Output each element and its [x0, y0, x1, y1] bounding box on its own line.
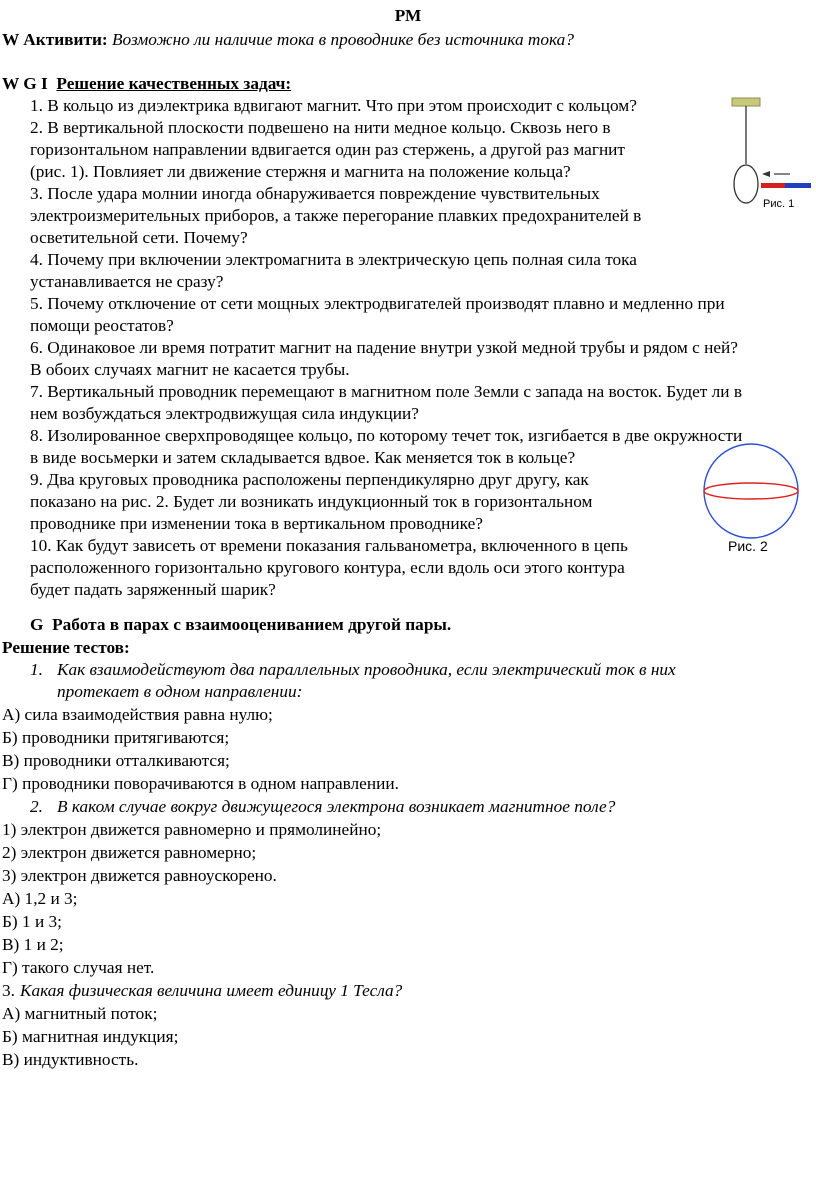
task-line: горизонтальном направлении вдвигается один раз стержень, а другой раз магнит — [30, 140, 625, 159]
task-line: показано на рис. 2. Будет ли возникать индукционный ток в горизонтальном — [30, 492, 593, 511]
task-line: электроизмерительных приборов, а также перегорание плавких предохранителей в — [30, 206, 642, 225]
answer-option: В) проводники отталкиваются; — [2, 751, 230, 770]
statement: 3) электрон движется равноускорено. — [2, 866, 277, 885]
question-3-text: Какая физическая величина имеет единицу 1 Тесла? — [20, 981, 403, 1000]
magnet-north — [761, 183, 785, 188]
page-title: РМ — [394, 6, 422, 25]
answer-option: Г) такого случая нет. — [2, 958, 155, 977]
question-3-number: 3. — [2, 981, 15, 1000]
vertical-conductor — [704, 444, 798, 538]
pairs-heading-text: Работа в парах с взаимооцениванием другой пары. — [52, 615, 452, 634]
task-line: 2. В вертикальной плоскости подвешено на нити медное кольцо. Сквозь него в — [30, 118, 611, 137]
task-line: помощи реостатов? — [30, 316, 174, 335]
horizontal-conductor — [704, 483, 798, 499]
tests-heading: Решение тестов: — [2, 638, 130, 657]
question-2-number: 2. — [30, 797, 43, 816]
task-line: проводнике при изменении тока в вертикальном проводнике? — [30, 514, 483, 533]
answer-option: В) индуктивность. — [2, 1050, 139, 1069]
magnet-south — [785, 183, 811, 188]
task-line: В обоих случаях магнит не касается трубы. — [30, 360, 350, 379]
task-line: устанавливается не сразу? — [30, 272, 224, 291]
task-line: 8. Изолированное сверхпроводящее кольцо, по которому течет ток, изгибается в две окружности — [30, 426, 743, 445]
question-1-text: протекает в одном направлении: — [57, 682, 303, 701]
task-line: 3. После удара молнии иногда обнаруживается повреждение чувствительных — [30, 184, 600, 203]
question-1-number: 1. — [30, 660, 43, 679]
statement: 1) электрон движется равномерно и прямолинейно; — [2, 820, 382, 839]
qualitative-heading-text: Решение качественных задач: — [56, 74, 292, 93]
question-2-text: В каком случае вокруг движущегося электрона возникает магнитное поле? — [57, 797, 616, 816]
figure-1-caption: Рис. 1 — [763, 198, 795, 210]
task-line: 6. Одинаковое ли время потратит магнит на падение внутри узкой медной трубы и рядом с ней? — [30, 338, 738, 357]
answer-option: Б) проводники притягиваются; — [2, 728, 230, 747]
pairs-heading — [30, 614, 451, 636]
task-line: расположенного горизонтально кругового контура, если вдоль оси этого контура — [30, 558, 625, 577]
copper-ring — [734, 165, 758, 203]
pairs-prefix: G — [30, 615, 44, 634]
figure-2-circles — [700, 440, 804, 544]
question-1-text: Как взаимодействуют два параллельных проводника, если электрический ток в них — [57, 660, 676, 679]
figure-2-caption: Рис. 2 — [728, 538, 768, 554]
activity-question: Возможно ли наличие тока в проводнике без источника тока? — [112, 30, 574, 49]
task-line: 10. Как будут зависеть от времени показания гальванометра, включенного в цепь — [30, 536, 628, 555]
statement: 2) электрон движется равномерно; — [2, 843, 257, 862]
task-line: в виде восьмерки и затем складывается вдвое. Как меняется ток в кольце? — [30, 448, 576, 467]
task-line: 9. Два круговых проводника расположены перпендикулярно друг другу, как — [30, 470, 589, 489]
answer-option: Б) магнитная индукция; — [2, 1027, 179, 1046]
thread-holder — [732, 98, 760, 106]
arrow-head-icon — [762, 171, 770, 177]
answer-option: А) магнитный поток; — [2, 1004, 158, 1023]
answer-option: Б) 1 и 3; — [2, 912, 62, 931]
qualitative-heading-prefix: W G I — [2, 74, 48, 93]
answer-option: В) 1 и 2; — [2, 935, 64, 954]
answer-option: Г) проводники поворачиваются в одном направлении. — [2, 774, 399, 793]
task-line: осветительной сети. Почему? — [30, 228, 248, 247]
task-line: 4. Почему при включении электромагнита в электрическую цепь полная сила тока — [30, 250, 637, 269]
qualitative-heading — [2, 73, 291, 95]
task-line: (рис. 1). Повлияет ли движение стержня и магнита на положение кольца? — [30, 162, 571, 181]
activity-label: W Активити: — [2, 30, 108, 49]
task-line: нем возбуждаться электродвижущая сила индукции? — [30, 404, 419, 423]
task-line: 7. Вертикальный проводник перемещают в магнитном поле Земли с запада на восток. Будет ли в — [30, 382, 743, 401]
task-line: 5. Почему отключение от сети мощных электродвигателей производят плавно и медленно при — [30, 294, 725, 313]
answer-option: А) 1,2 и 3; — [2, 889, 78, 908]
task-line: 1. В кольцо из диэлектрика вдвигают магнит. Что при этом происходит с кольцом? — [30, 96, 637, 115]
task-line: будет падать заряженный шарик? — [30, 580, 276, 599]
activity-line — [2, 29, 574, 51]
answer-option: А) сила взаимодействия равна нулю; — [2, 705, 273, 724]
